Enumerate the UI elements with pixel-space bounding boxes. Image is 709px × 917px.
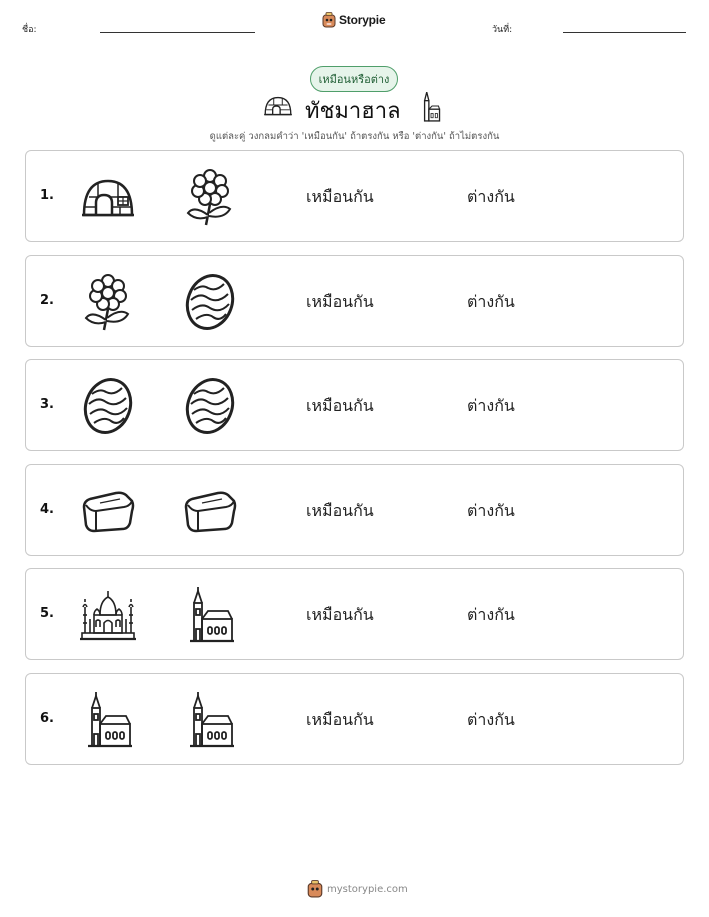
question-number: 6. xyxy=(40,710,54,726)
mascot-icon xyxy=(307,880,323,898)
cube-icon xyxy=(78,481,138,541)
church-icon xyxy=(420,90,442,122)
stone-icon xyxy=(180,272,240,332)
flower-icon xyxy=(180,167,240,227)
question-number: 4. xyxy=(40,501,54,517)
answer-same[interactable]: เหมือนกัน xyxy=(306,187,374,206)
answer-same[interactable]: เหมือนกัน xyxy=(306,291,374,311)
answer-different[interactable]: ต่างกัน xyxy=(467,187,515,206)
answer-different[interactable]: ต่างกัน xyxy=(467,709,515,729)
stone-icon xyxy=(180,376,240,436)
question-card xyxy=(25,150,684,242)
answer-different[interactable]: ต่างกัน xyxy=(467,605,515,624)
name-label: ชื่อ: xyxy=(22,25,37,35)
date-label: วันที่: xyxy=(492,25,513,35)
question-number: 3. xyxy=(40,397,54,412)
mascot-icon xyxy=(322,12,336,28)
name-line[interactable] xyxy=(100,32,255,33)
taj-mahal-icon xyxy=(78,585,138,645)
cube-icon xyxy=(180,481,240,541)
question-card xyxy=(25,255,684,347)
worksheet-title: ทัชมาฮาล xyxy=(305,99,401,124)
church-icon xyxy=(78,690,138,750)
igloo-icon xyxy=(78,167,138,227)
stone-icon xyxy=(78,376,138,436)
question-card xyxy=(25,673,684,765)
worksheet-tag: เหมือนหรือต่าง xyxy=(310,66,398,92)
brand-logo xyxy=(322,12,385,28)
answer-different[interactable]: ต่างกัน xyxy=(467,396,515,415)
answer-same[interactable]: เหมือนกัน xyxy=(306,396,374,415)
brand-name: Storypie xyxy=(339,13,386,27)
question-card xyxy=(25,359,684,451)
footer xyxy=(307,880,408,898)
question-number: 5. xyxy=(40,606,54,621)
instruction-text: ดูแต่ละคู่ วงกลมคำว่า 'เหมือนกัน' ถ้าตรงกัน หรือ 'ต่างกัน' ถ้าไม่ตรงกัน xyxy=(209,131,500,142)
church-icon xyxy=(180,690,240,750)
answer-same[interactable]: เหมือนกัน xyxy=(306,709,374,729)
date-line[interactable] xyxy=(563,32,686,33)
answer-same[interactable]: เหมือนกัน xyxy=(306,500,374,520)
question-number: 2. xyxy=(40,292,54,308)
question-card xyxy=(25,568,684,660)
question-card xyxy=(25,464,684,556)
church-icon xyxy=(180,585,240,645)
question-number: 1. xyxy=(40,188,54,203)
igloo-icon xyxy=(262,93,294,117)
answer-same[interactable]: เหมือนกัน xyxy=(306,605,374,624)
answer-different[interactable]: ต่างกัน xyxy=(467,500,515,520)
flower-icon xyxy=(78,272,138,332)
footer-site: mystorypie.com xyxy=(327,883,408,895)
answer-different[interactable]: ต่างกัน xyxy=(467,291,515,311)
